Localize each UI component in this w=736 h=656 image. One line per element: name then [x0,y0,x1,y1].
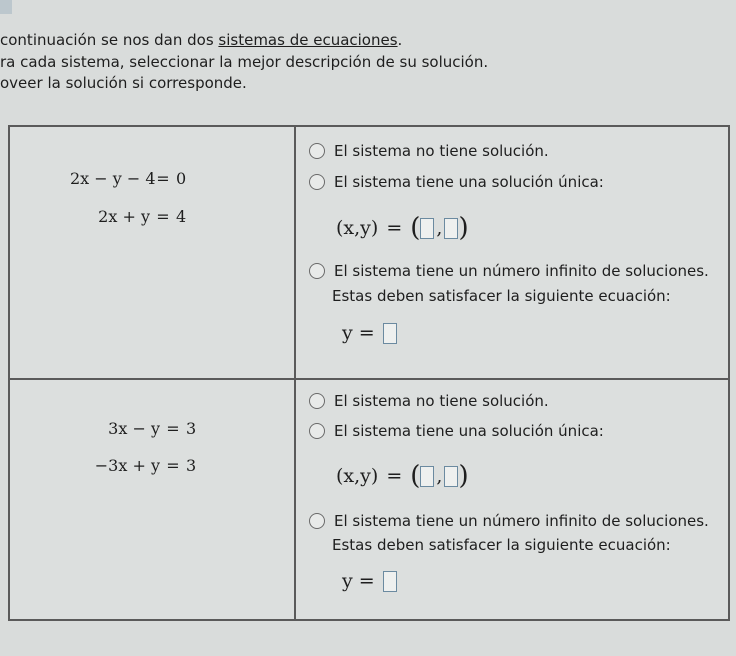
system-1-unique-answer [336,215,469,241]
y-expression-box[interactable] [383,571,397,592]
row-divider [10,378,728,380]
y-expression-box[interactable] [383,323,397,344]
radio-button[interactable] [309,513,325,529]
close-paren: ) [458,213,469,243]
system-1-satisfy-text: Estas deben satisfacer la siguiente ecuación: [332,287,671,305]
comma: , [436,465,443,487]
radio-button[interactable] [309,174,325,190]
option-label: El sistema tiene una solución única: [334,173,604,191]
radio-button[interactable] [309,423,325,439]
equation-equals: = [156,207,170,226]
equation-equals: = [166,419,180,438]
y-answer-box[interactable] [444,466,458,487]
equation-rhs: 4 [176,207,187,226]
radio-button[interactable] [309,263,325,279]
system-1-equation-1 [70,169,186,188]
radio-button[interactable] [309,393,325,409]
option-label: El sistema no tiene solución. [334,142,549,160]
system-1-y-equation [342,322,397,344]
system-2-y-equation [342,570,397,592]
system-2-equation-1 [90,419,196,438]
option-label: El sistema tiene un número infinito de soluciones. [334,262,709,280]
y-equals-label: y = [342,322,375,344]
close-paren: ) [458,461,469,491]
option-label: El sistema tiene una solución única: [334,422,604,440]
open-paren: ( [410,213,421,243]
option-label: El sistema tiene un número infinito de soluciones. [334,512,709,530]
system-2-satisfy-text: Estas deben satisfacer la siguiente ecuación: [332,536,671,554]
systems-table [8,125,730,621]
open-paren: ( [410,461,421,491]
systems-of-equations-link[interactable]: sistemas de ecuaciones [218,31,398,49]
corner-mark [0,0,12,14]
equation-lhs: 2x − y − 4 [70,169,156,188]
system-1-option-no-solution[interactable] [309,142,549,160]
system-1-option-unique[interactable] [309,173,604,191]
equation-rhs: 0 [176,169,187,188]
equation-equals: = [166,456,180,475]
option-label: El sistema no tiene solución. [334,392,549,410]
system-2-unique-answer [336,463,469,489]
equation-equals: = [156,169,170,188]
equation-lhs: −3x + y [94,456,160,475]
xy-pair-label: (x,y) [336,217,379,239]
equation-rhs: 3 [186,456,197,475]
xy-pair-label: (x,y) [336,465,379,487]
equals-sign: = [386,217,403,239]
equation-rhs: 3 [186,419,197,438]
instruction-line-1 [0,30,488,52]
column-divider [294,127,296,619]
instructions [0,30,488,95]
system-2-option-infinite[interactable] [309,512,709,530]
equation-lhs: 3x − y [108,419,160,438]
comma: , [436,217,443,239]
equals-sign: = [386,465,403,487]
y-equals-label: y = [342,570,375,592]
instruction-line-2: ra cada sistema, seleccionar la mejor descripción de su solución. [0,52,489,71]
instruction-text: continuación se nos dan dos [0,31,219,49]
system-2-equation-2 [90,456,196,475]
system-2-option-no-solution[interactable] [309,392,549,410]
x-answer-box[interactable] [420,218,434,239]
system-1-option-infinite[interactable] [309,262,709,280]
instruction-line-3: oveer la solución si corresponde. [0,74,247,92]
instruction-period: . [397,31,403,49]
system-1-equation-2 [70,207,186,226]
equation-lhs: 2x + y [98,207,150,226]
radio-button[interactable] [309,143,325,159]
x-answer-box[interactable] [420,466,434,487]
y-answer-box[interactable] [444,218,458,239]
system-2-option-unique[interactable] [309,422,604,440]
